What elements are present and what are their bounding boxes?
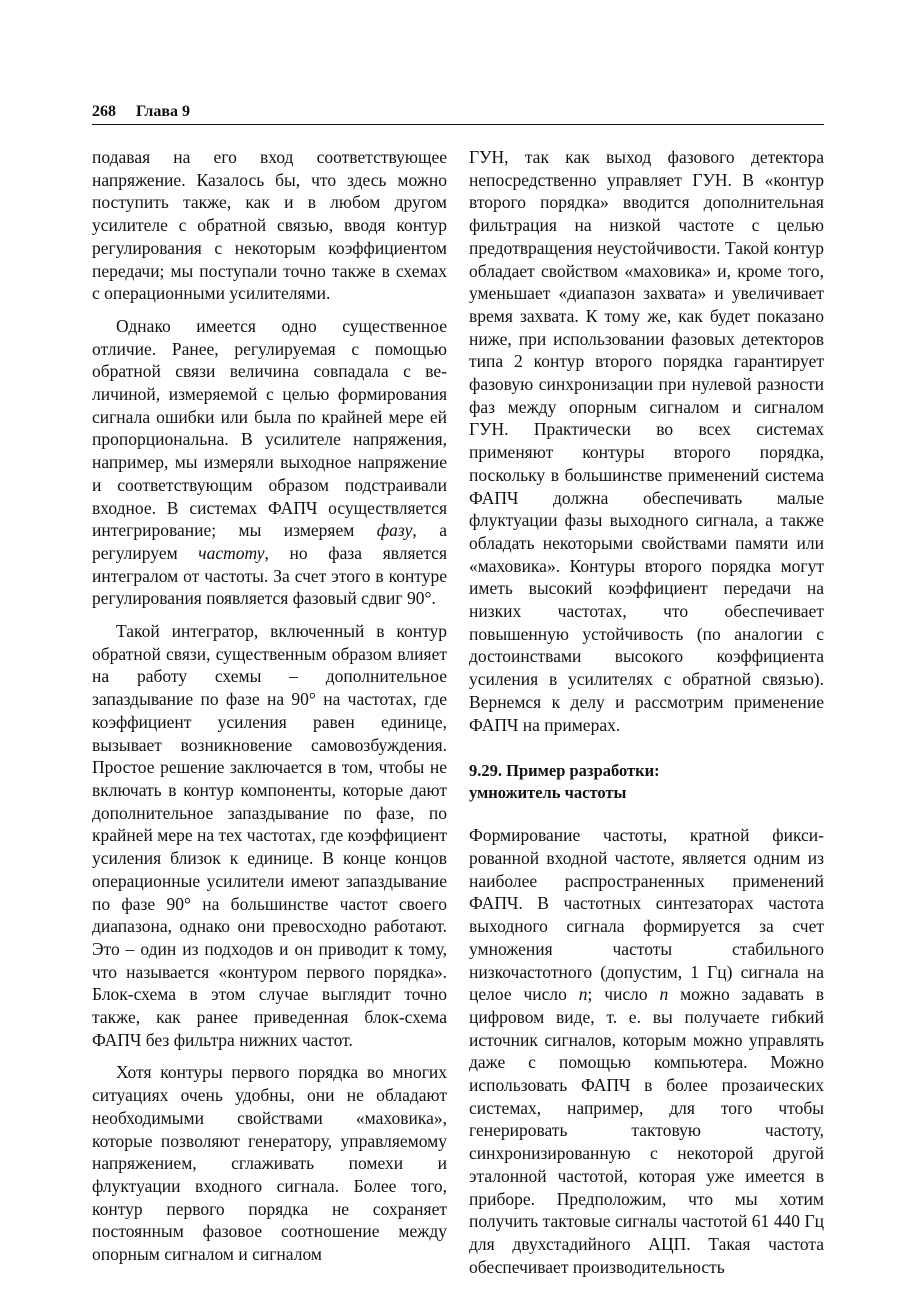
paragraph: Такой интегратор, включенный в контур обратной связи, существенным образом влияет на работу схемы – дополнительное запаздывание по фазе на 90° на частотах, где коэффициент усиления равен единице, вызывает возникновение самовозбуждения. Простое решение заключается в том, чтобы не включать в контур компоненты, которые дают дополнительное запаздывание по фазе, по крайней мере на тех частотах, где коэффициент усиления близок к единице. В конце концов операционные усилители имеют запаздывание по фазе 90° на большинстве частот своего диапазона, однако они превосходно работают. Это – один из подходов и он приводит к тому, что называется «контуром первого порядка». Блок-схема в этом случае выглядит точно также, как ранее приведенная блок-схема ФАПЧ без фильтра нижних частот.	[92, 621, 447, 1050]
section-heading-line: умножитель частоты	[469, 783, 627, 803]
paragraph-text: , но фаза является интегралом от частоты. За счет этого в контуре регулирования появляется фазовый сдвиг 90°.	[92, 542, 448, 609]
emphasis: частоту	[198, 542, 265, 563]
paragraph-text: можно задавать в цифровом виде, т. е. вы получаете гибкий источник сигналов, которым можно управлять даже с помощью компьютера. Можно использовать ФАПЧ в более прозаических системах, например, для того чтобы генерировать тактовую частоту, синхронизированную с некоторой другой эталонной частотой, которая уже имеется в приборе. Предположим, что мы хотим получить тактовые сигналы частотой 61 440 Гц для двухстадийного АЦП. Такая частота обеспечивает производительность	[469, 984, 824, 1277]
section-heading	[469, 760, 824, 804]
paragraph-text: ; число	[587, 984, 660, 1005]
paragraph: Хотя контуры первого порядка во многих ситуациях очень удобны, они не обладают необходимыми свойствами «маховика», которые позволяют генератору, управляемому напряжением, сглаживать помехи и флуктуации входного сигнала. Более того, контур первого порядка не сохраняет постоянным фазовое соотношение между опорным сигналом и сигналом	[92, 1062, 447, 1265]
section-heading-line: 9.29. Пример разработки:	[469, 761, 660, 781]
header-rule	[92, 124, 824, 125]
emphasis: n	[578, 984, 588, 1005]
chapter-title: Глава 9	[136, 103, 190, 120]
emphasis: n	[659, 984, 669, 1005]
paragraph-text: , а регулируем	[92, 520, 447, 563]
paragraph-text: Формирование частоты, кратной фиксированной входной частоте, является одним из наиболее распространенных применений ФАПЧ. В частотных синтезаторах частота выходного сигнала формируется за счет умножения частоты стабильного низкочастотного (допустим, 1 Гц) сигнала на целое число	[469, 825, 824, 1005]
paragraph: подавая на его вход соответствующее напряжение. Казалось бы, что здесь можно поступить также, как и в любом другом усилителе с обратной связью, вводя контур регулирования с некоторым коэффициентом передачи; мы поступали точно также в схемах с операционными усилителями.	[92, 147, 447, 304]
right-column	[469, 146, 824, 1288]
running-header	[92, 100, 824, 126]
paragraph-text: Однако имеется одно существенное отличие. Ранее, регулируемая с помощью обратной связи величина совпадала с величиной, измеряемой с целью формирования сигнала ошибки или была по крайней мере ей пропорциональна. В усилителе напряжения, например, мы измеряли выходное напряжение и соответствующим образом подстраивали входное. В системах ФАПЧ осуществляется интегрирование; мы измеряем	[92, 315, 447, 541]
emphasis: фазу	[376, 520, 413, 541]
paragraph	[92, 315, 447, 610]
left-column	[92, 146, 447, 1276]
paragraph: ГУН, так как выход фазового детектора непосредственно управляет ГУН. В «контур второго порядка» вводится дополнительная фильтрация на низкой частоте с целью предотвращения неустойчивости. Такой контур обладает свойством «маховика» и, кроме того, уменьшает «диапазон захвата» и увеличивает время захвата. К тому же, как будет показано ниже, при использовании фазовых детекторов типа 2 контур второго порядка гарантирует фазовую синхронизации при нулевой разности фаз между опорным сигналом и сигналом ГУН. Практически во всех системах применяют контуры второго порядка, поскольку в большинстве применений система ФАПЧ должна обеспечивать малые флуктуации фазы выходного сигнала, а также обладать некоторыми свойствами памяти или «маховика». Контуры второго порядка могут иметь высокий коэффициент передачи на низких частотах, что обеспечивает повышенную устойчивость (по аналогии с достоинствами высокого коэффициента усиления в усилителях с обратной связью). Вернемся к делу и рассмотрим применение ФАПЧ на примерах.	[469, 147, 824, 735]
page-number: 268	[92, 103, 116, 120]
paragraph	[469, 824, 824, 1278]
